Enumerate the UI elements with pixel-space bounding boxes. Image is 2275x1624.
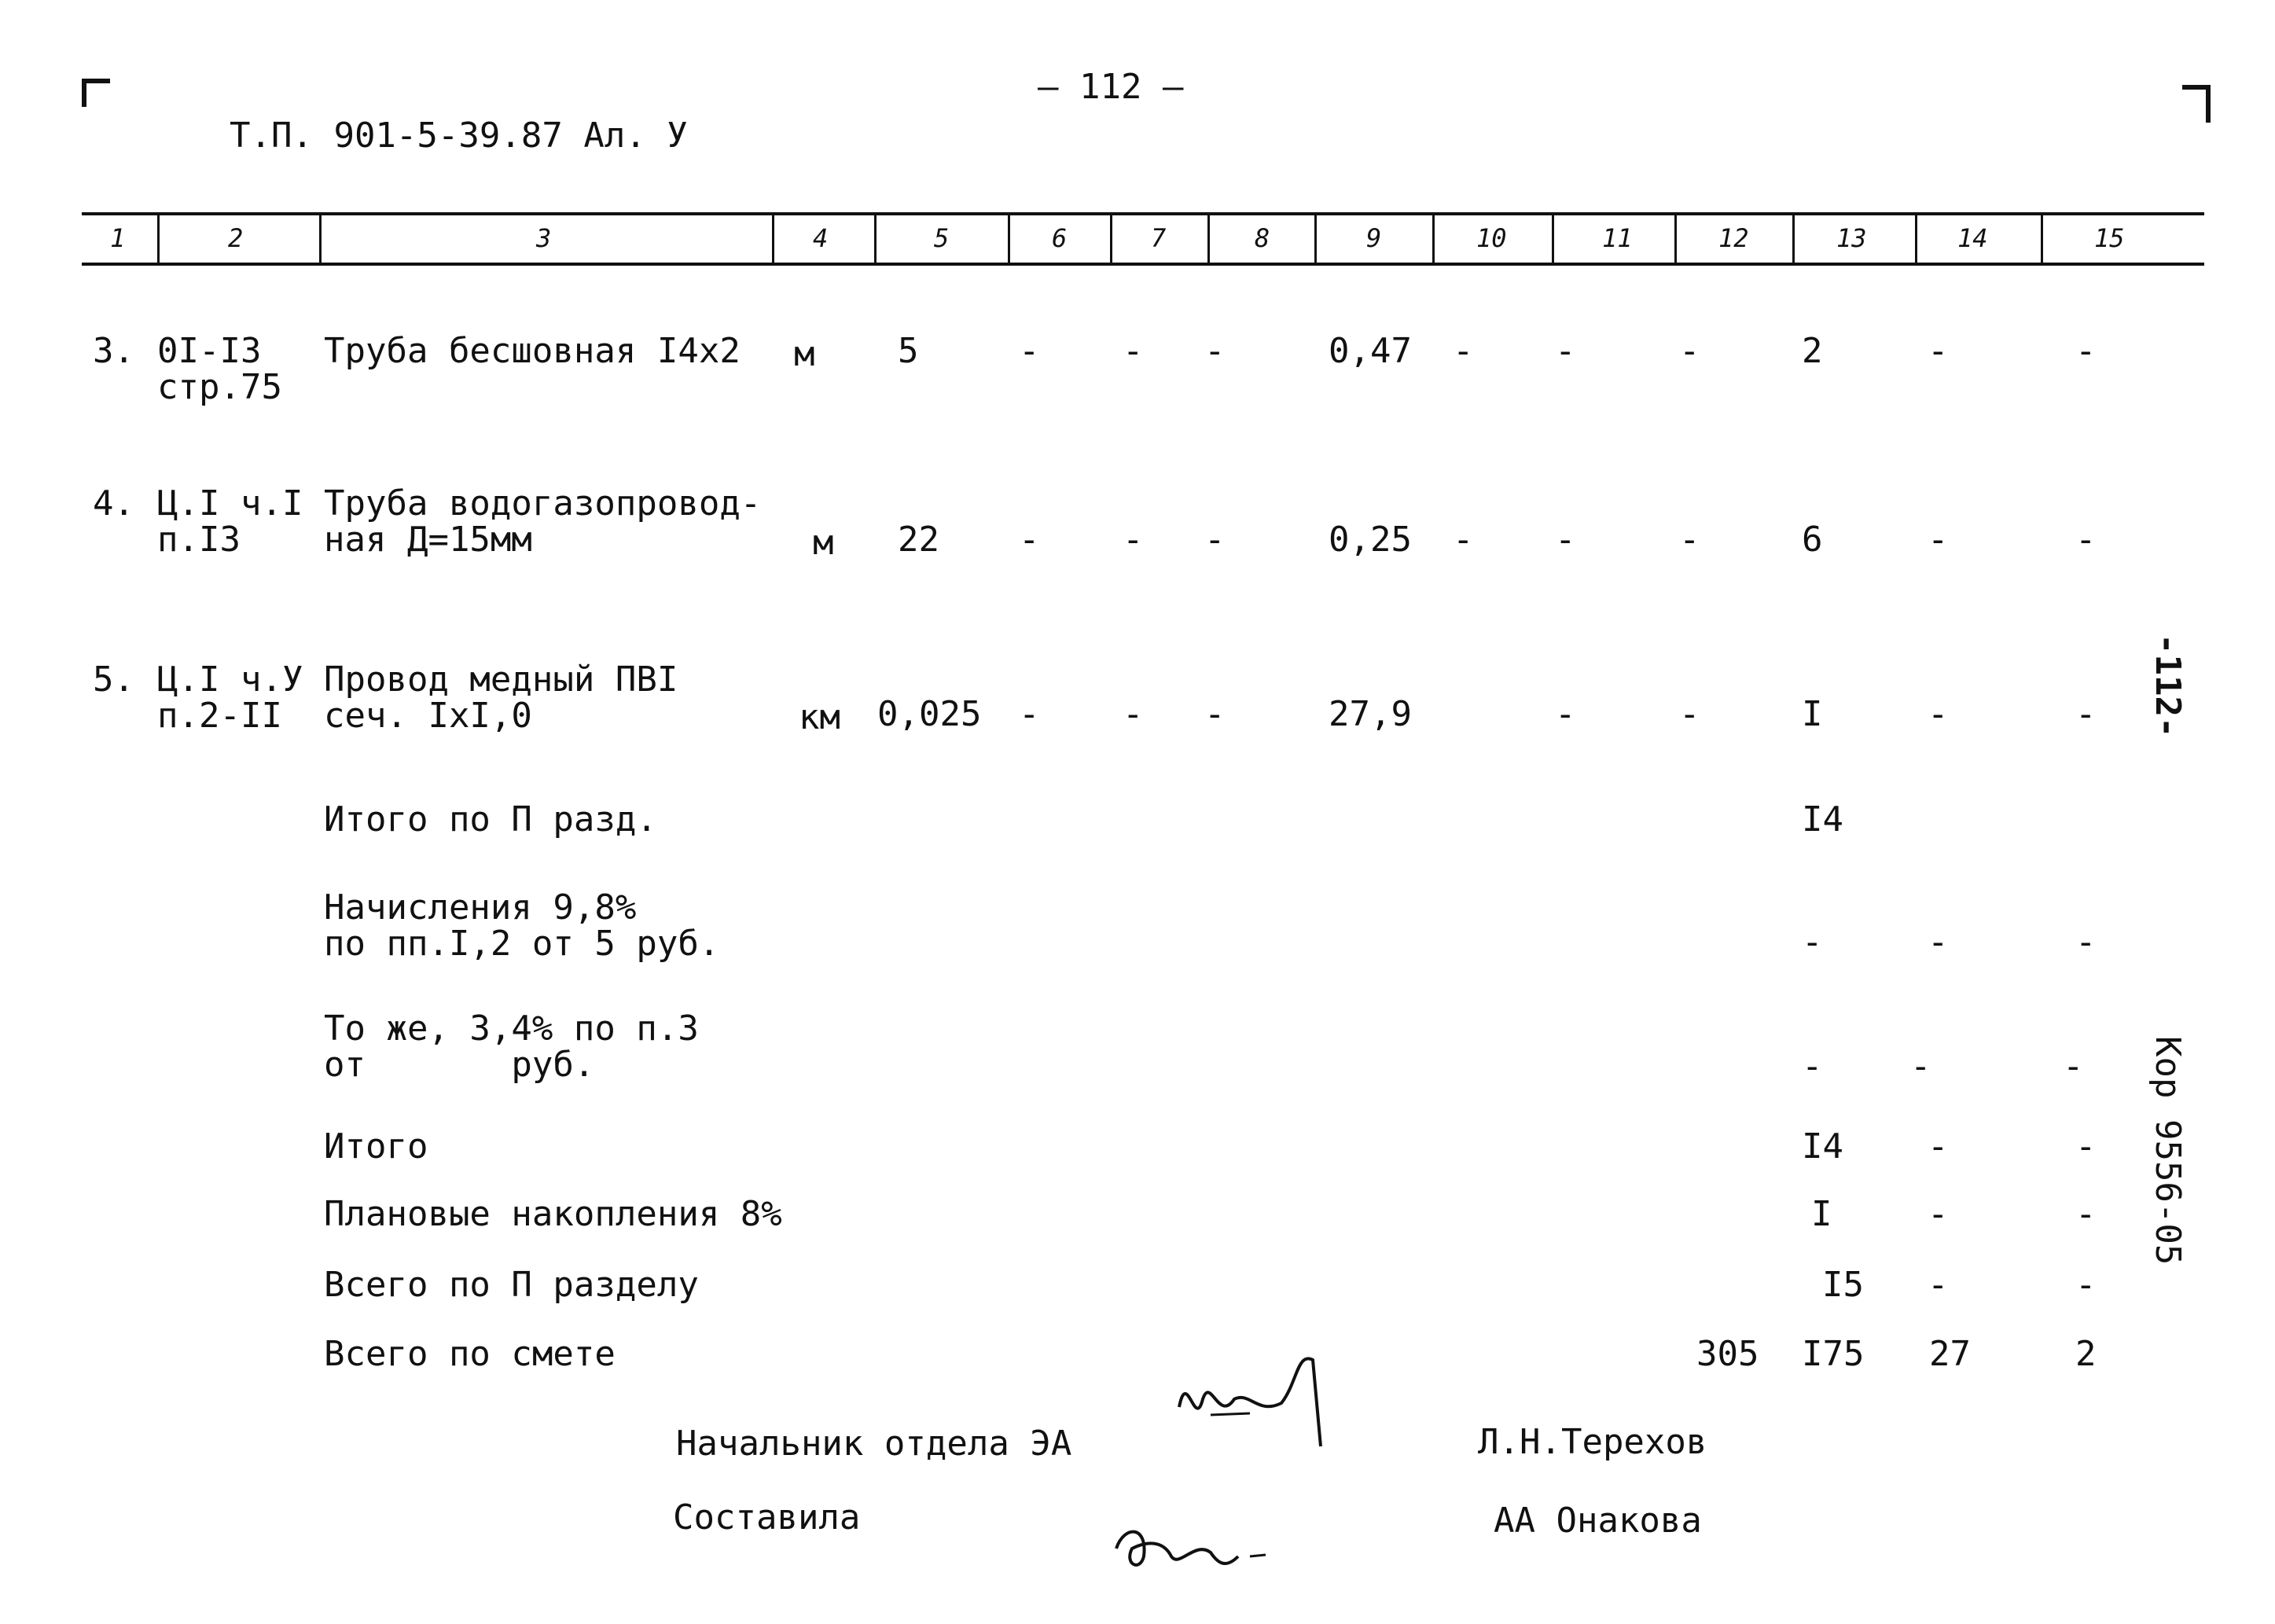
cell-col13: I: [1802, 694, 1823, 734]
col-separator: [1552, 214, 1554, 264]
cell-col9: 0,47: [1329, 331, 1412, 371]
cell-col14: -: [1928, 520, 1949, 560]
cell-col13: I5: [1822, 1265, 1864, 1305]
cell-col13: 6: [1802, 520, 1823, 560]
cell-col14: -: [1928, 1194, 1949, 1234]
cell-col6: -: [1019, 331, 1040, 371]
col-separator: [2041, 214, 2043, 264]
cell-col7: -: [1123, 520, 1144, 560]
column-header: 4: [813, 223, 829, 253]
row-qty: 0,025: [877, 694, 982, 734]
cell-col7: -: [1123, 694, 1144, 734]
cell-col15: -: [2075, 694, 2097, 734]
cell-col15: -: [2075, 1126, 2097, 1167]
cell-col14: -: [1928, 1126, 1949, 1167]
col-separator: [874, 214, 877, 264]
summary-label: Начисления 9,8% по пп.I,2 от 5 руб.: [324, 887, 720, 964]
cell-col14: -: [1928, 331, 1949, 371]
cell-col8: -: [1204, 331, 1226, 371]
row-code: 0I-I3 стр.75: [157, 331, 282, 407]
column-header: 3: [536, 223, 552, 253]
col-separator: [1110, 214, 1112, 264]
head-name: Л.Н.Терехов: [1478, 1422, 1707, 1462]
composer-name: АА Онакова: [1494, 1501, 1702, 1541]
cell-col9: 0,25: [1329, 520, 1412, 560]
cell-col13: I: [1811, 1194, 1832, 1234]
cell-col15: -: [2075, 922, 2097, 962]
col-separator: [157, 214, 160, 264]
column-header: 15: [2094, 223, 2125, 253]
column-header: 8: [1255, 223, 1270, 253]
row-name: Труба бесшовная I4х2: [324, 331, 741, 371]
row-name: Провод медный ПВI сеч. IхI,0: [324, 660, 678, 736]
summary-label: Плановые накопления 8%: [324, 1194, 782, 1234]
row-code: Ц.I ч.У п.2-II: [157, 660, 303, 736]
summary-label: Всего по П разделу: [324, 1265, 699, 1305]
cell-col8: -: [1204, 694, 1226, 734]
composer-title: Составила: [673, 1497, 861, 1538]
row-qty: 22: [898, 520, 939, 560]
cell-col15: -: [2063, 1046, 2084, 1086]
row-unit: м: [794, 334, 815, 374]
cell-col12: 305: [1696, 1334, 1759, 1374]
cell-col8: -: [1204, 520, 1226, 560]
column-header: 1: [110, 223, 126, 253]
cell-col15: -: [2075, 1265, 2097, 1305]
row-name: Труба водогазопровод- ная Д=15мм: [324, 483, 762, 560]
cell-col10: -: [1453, 520, 1474, 560]
col-separator: [1432, 214, 1435, 264]
cell-col15: 2: [2075, 1334, 2097, 1374]
cell-col13: I4: [1802, 799, 1843, 840]
column-header: 14: [1957, 223, 1988, 253]
column-header: 6: [1052, 223, 1068, 253]
cell-col14: 27: [1929, 1334, 1971, 1374]
column-header: 10: [1476, 223, 1507, 253]
row-number: 3.: [93, 331, 134, 371]
cell-col13: -: [1802, 922, 1823, 962]
document-code: Т.П. 901-5-39.87 Ал. У: [230, 116, 688, 156]
cell-col13: 2: [1802, 331, 1823, 371]
cell-col15: -: [2075, 520, 2097, 560]
corner-mark-top-left: [82, 79, 110, 107]
cell-col14: -: [1910, 1046, 1931, 1086]
cell-col6: -: [1019, 694, 1040, 734]
cell-col12: -: [1679, 520, 1700, 560]
col-separator: [1008, 214, 1010, 264]
cell-col12: -: [1679, 331, 1700, 371]
row-unit: м: [813, 523, 834, 563]
col-separator: [319, 214, 322, 264]
cell-col13: -: [1802, 1046, 1823, 1086]
page-number: — 112 —: [1038, 67, 1184, 107]
column-header: 2: [228, 223, 244, 253]
summary-label: То же, 3,4% по п.3 от руб.: [324, 1009, 699, 1085]
col-separator: [1314, 214, 1317, 264]
summary-label: Итого по П разд.: [324, 799, 657, 840]
row-code: Ц.I ч.I п.I3: [157, 483, 303, 560]
col-separator: [772, 214, 774, 264]
col-separator: [1915, 214, 1917, 264]
row-number: 4.: [93, 483, 134, 524]
column-header: 13: [1836, 223, 1867, 253]
summary-label: Всего по смете: [324, 1334, 616, 1374]
row-unit: км: [799, 697, 840, 737]
column-header: 9: [1366, 223, 1382, 253]
margin-page-number: -112-: [2148, 634, 2188, 738]
margin-stamp: Кор 9556-05: [2148, 1036, 2188, 1266]
cell-col15: -: [2075, 1194, 2097, 1234]
handwritten-signature-head: [1163, 1336, 1368, 1509]
column-header: 5: [934, 223, 950, 253]
corner-mark-top-right: [2182, 85, 2211, 123]
column-header: 7: [1151, 223, 1167, 253]
cell-col14: -: [1928, 1265, 1949, 1305]
cell-col11: -: [1555, 520, 1576, 560]
cell-col6: -: [1019, 520, 1040, 560]
head-title: Начальник отдела ЭА: [676, 1424, 1072, 1464]
cell-col14: -: [1928, 694, 1949, 734]
row-number: 5.: [93, 660, 134, 700]
cell-col14: -: [1928, 922, 1949, 962]
cell-col13: I75: [1802, 1334, 1865, 1374]
column-header: 11: [1602, 223, 1633, 253]
col-separator: [1792, 214, 1795, 264]
cell-col10: -: [1453, 331, 1474, 371]
cell-col13: I4: [1802, 1126, 1843, 1167]
summary-label: Итого: [324, 1126, 428, 1167]
handwritten-signature-composer: [1101, 1494, 1289, 1596]
column-header: 12: [1718, 223, 1749, 253]
cell-col11: -: [1555, 331, 1576, 371]
cell-col7: -: [1123, 331, 1144, 371]
cell-col12: -: [1679, 694, 1700, 734]
col-separator: [1207, 214, 1210, 264]
cell-col11: -: [1555, 694, 1576, 734]
row-qty: 5: [898, 331, 919, 371]
cell-col15: -: [2075, 331, 2097, 371]
header-top-rule: [82, 212, 2204, 215]
cell-col9: 27,9: [1329, 694, 1412, 734]
col-separator: [1674, 214, 1677, 264]
header-bottom-rule: [82, 263, 2204, 266]
